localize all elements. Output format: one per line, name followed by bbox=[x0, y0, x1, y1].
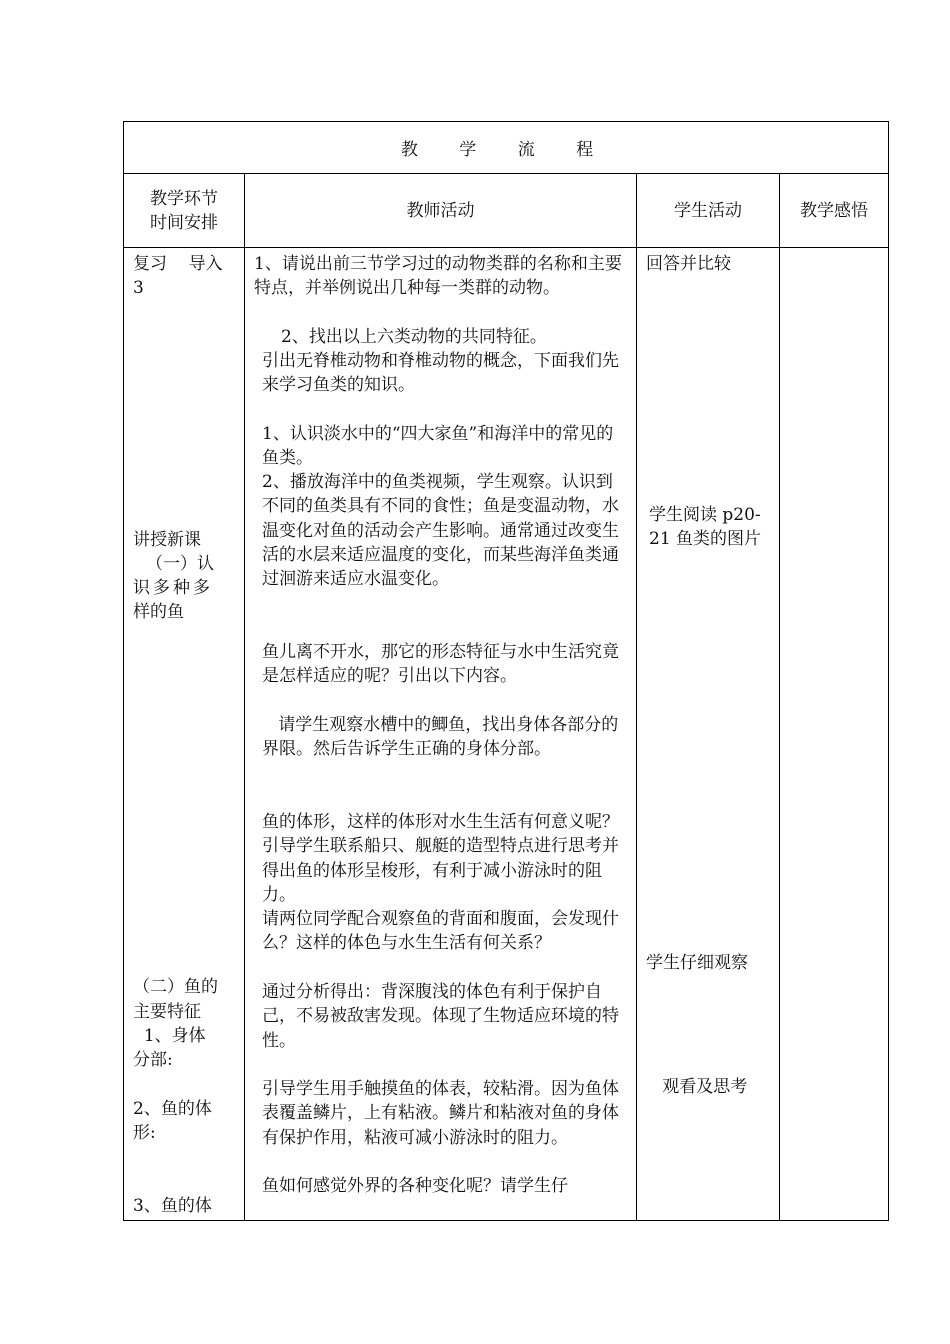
header-stage-label: 教学环节 bbox=[150, 188, 218, 209]
teacher-p5: 2、播放海洋中的鱼类视频，学生观察。认识到不同的鱼类具有不同的食性；鱼是变温动物，水温变化对鱼的活动会产生影响。通常通过改变生活的水层来适应温度的变化，而某些海洋鱼类通过洄游来适应水温变化。 bbox=[262, 472, 619, 590]
stage-new-lesson: 讲授新课 bbox=[133, 530, 201, 550]
stage-item2-line1: 2、鱼的体 bbox=[133, 1099, 212, 1119]
teacher-p11: 引导学生用手触摸鱼的体表，较粘滑。因为鱼体表覆盖鳞片，上有粘液。鳞片和粘液对鱼的身体有保护作用，粘液可减小游泳时的阻力。 bbox=[262, 1079, 619, 1148]
header-teacher-activity: 教师活动 bbox=[245, 174, 637, 248]
student-activity-column bbox=[637, 248, 780, 1221]
stage-item3-line1: 3、鱼的体 bbox=[133, 1196, 212, 1216]
teacher-p3: 引出无脊椎动物和脊椎动物的概念，下面我们先来学习鱼类的知识。 bbox=[262, 351, 619, 396]
stage-column bbox=[124, 248, 245, 1221]
stage-sec2-line1: （二）鱼的 bbox=[133, 977, 218, 997]
header-time-label: 时间安排 bbox=[150, 212, 218, 233]
teacher-p10: 通过分析得出：背深腹浅的体色有利于保护自己，不易被敌害发现。体现了生物适应环境的特性。 bbox=[262, 982, 619, 1051]
stage-item1-line2: 分部: bbox=[133, 1050, 173, 1070]
teacher-p4: 1、认识淡水中的“四大家鱼”和海洋中的常见的鱼类。 bbox=[262, 424, 614, 469]
content-row bbox=[124, 248, 889, 1221]
stage-review-time: 3 bbox=[133, 278, 144, 298]
header-student-activity: 学生活动 bbox=[637, 174, 780, 248]
header-row bbox=[124, 174, 889, 248]
stage-item1-line1: 1、身体 bbox=[133, 1026, 206, 1046]
teacher-p2: 2、找出以上六类动物的共同特征。 bbox=[254, 327, 547, 347]
teacher-p8: 鱼的体形，这样的体形对水生生活有何意义呢？引导学生联系船只、舰艇的造型特点进行思考并得出鱼的体形呈梭形，有利于减小游泳时的阻力。 bbox=[262, 812, 619, 905]
teacher-p12: 鱼如何感觉外界的各种变化呢？请学生仔 bbox=[262, 1176, 568, 1196]
stage-sec1-line3: 样的鱼 bbox=[133, 602, 184, 622]
student-a4: 观看及思考 bbox=[646, 1077, 748, 1097]
stage-review: 复习 导入 bbox=[133, 254, 223, 274]
student-a3: 学生仔细观察 bbox=[646, 953, 748, 973]
teaching-flow-table bbox=[123, 121, 889, 1221]
teacher-activity-column bbox=[245, 248, 637, 1221]
title-row bbox=[124, 122, 889, 174]
teacher-p7: 请学生观察水槽中的鲫鱼，找出身体各部分的界限。然后告诉学生正确的身体分部。 bbox=[262, 715, 619, 760]
teacher-p6: 鱼儿离不开水，那它的形态特征与水中生活究竟是怎样适应的呢？引出以下内容。 bbox=[262, 642, 619, 687]
teacher-p9: 请两位同学配合观察鱼的背面和腹面，会发现什么？这样的体色与水生生活有何关系？ bbox=[262, 909, 619, 954]
stage-sec1-line2: 识多种多 bbox=[133, 578, 213, 598]
stage-sec2-line2: 主要特征 bbox=[133, 1002, 201, 1022]
header-stage-time bbox=[124, 174, 245, 248]
stage-item2-line2: 形: bbox=[133, 1123, 156, 1143]
header-reflection: 教学感悟 bbox=[780, 174, 889, 248]
student-a2: 学生阅读 p20-21 鱼类的图片 bbox=[649, 505, 762, 550]
student-a1: 回答并比较 bbox=[646, 254, 731, 274]
stage-sec1-line1: （一）认 bbox=[146, 554, 214, 574]
table-title: 教 学 流 程 bbox=[124, 122, 889, 174]
reflection-column bbox=[780, 248, 889, 1221]
teacher-p1: 1、请说出前三节学习过的动物类群的名称和主要特点，并举例说出几种每一类群的动物。 bbox=[254, 254, 622, 299]
